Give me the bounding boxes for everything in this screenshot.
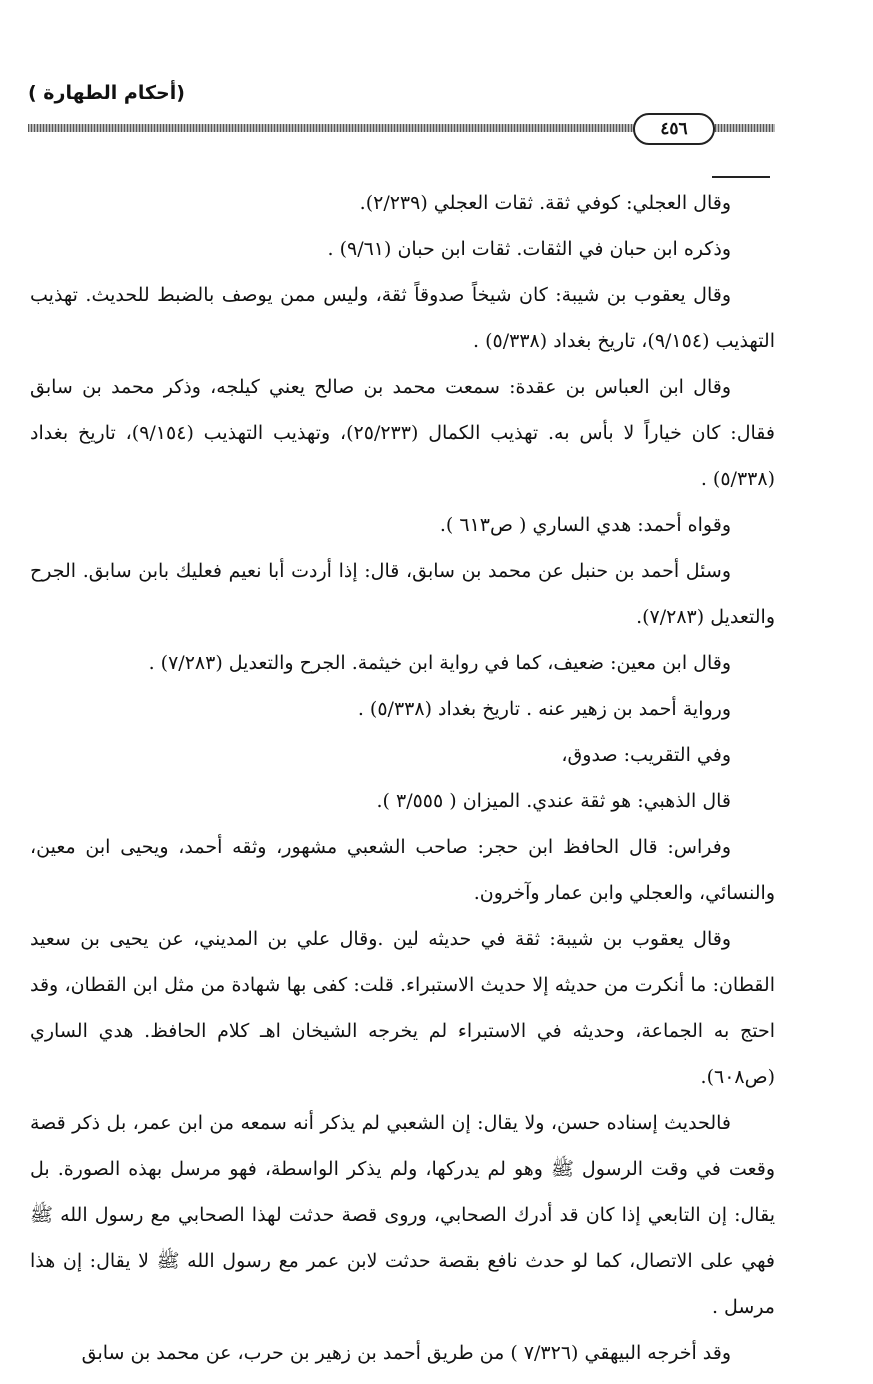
- paragraph: وقواه أحمد: هدي الساري ( ص٦١٣ ).: [439, 514, 731, 536]
- header-rule-right: [712, 124, 775, 132]
- paragraph: وفي التقريب: صدوق،: [561, 744, 731, 766]
- paragraph: وقال ابن معين: ضعيف، كما في رواية ابن خيثمة. الجرح والتعديل (٧/٢٨٣) .: [148, 652, 731, 674]
- page-body: [30, 180, 775, 1376]
- paragraph: وسئل أحمد بن حنبل عن محمد بن سابق، قال: إذا أردت أبا نعيم فعليك بابن سابق. الجرح والتعديل (٧/٢٨٣).: [30, 560, 775, 628]
- running-title: (أحكام الطهارة ): [28, 82, 185, 104]
- paragraph: ورواية أحمد بن زهير عنه . تاريخ بغداد (٥/٣٣٨) .: [357, 698, 731, 720]
- section-rule: [712, 176, 770, 178]
- paragraph: وقال يعقوب بن شيبة: كان شيخاً صدوقاً ثقة، وليس ممن يوصف بالضبط للحديث. تهذيب التهذيب (٩/١٥٤)، تاريخ بغداد (٥/٣٣٨) .: [30, 284, 775, 352]
- page-number: ٤٥٦: [633, 113, 715, 145]
- paragraph: وذكره ابن حبان في الثقات. ثقات ابن حبان (٩/٦١) .: [327, 238, 731, 260]
- paragraph: وقال يعقوب بن شيبة: ثقة في حديثه لين .وقال علي بن المديني، عن يحيى بن سعيد القطان: ما أنكرت من حديثه إلا حديث الاستبراء. قلت: كفى بها شهادة من مثل ابن القطان، وقد احتج به الجماعة، وحديثه في الاستبراء لم يخرجه الشيخان اهـ كلام الحافظ. هدي الساري (ص٦٠٨).: [30, 928, 775, 1088]
- paragraph: وفراس: قال الحافظ ابن حجر: صاحب الشعبي مشهور، وثقه أحمد، ويحيى ابن معين، والنسائي، والعجلي وابن عمار وآخرون.: [30, 836, 775, 904]
- paragraph: وقال العجلي: كوفي ثقة. ثقات العجلي (٢/٢٣٩).: [359, 192, 731, 214]
- paragraph: قال الذهبي: هو ثقة عندي. الميزان ( ٣/٥٥٥ ).: [376, 790, 731, 812]
- paragraph: وقد أخرجه البيهقي (٧/٣٢٦ ) من طريق أحمد بن زهير بن حرب، عن محمد بن سابق: [81, 1342, 731, 1364]
- paragraph: فالحديث إسناده حسن، ولا يقال: إن الشعبي لم يذكر أنه سمعه من ابن عمر، بل ذكر قصة وقعت في وقت الرسول ﷺ وهو لم يدركها، ولم يذكر الواسطة، فهو مرسل بهذه الصورة. بل يقال: إن التابعي إذا كان قد أدرك الصحابي، وروى قصة حدثت لهذا الصحابي مع رسول الله ﷺ فهي على الاتصال، كما لو حدث نافع بقصة حدثت لابن عمر مع رسول الله ﷺ لا يقال: إن هذا مرسل .: [30, 1112, 775, 1318]
- paragraph: وقال ابن العباس بن عقدة: سمعت محمد بن صالح يعني كيلجه، وذكر محمد بن سابق فقال: كان خياراً لا بأس به. تهذيب الكمال (٢٥/٢٣٣)، وتهذيب التهذيب (٩/١٥٤)، تاريخ بغداد (٥/٣٣٨) .: [30, 376, 775, 490]
